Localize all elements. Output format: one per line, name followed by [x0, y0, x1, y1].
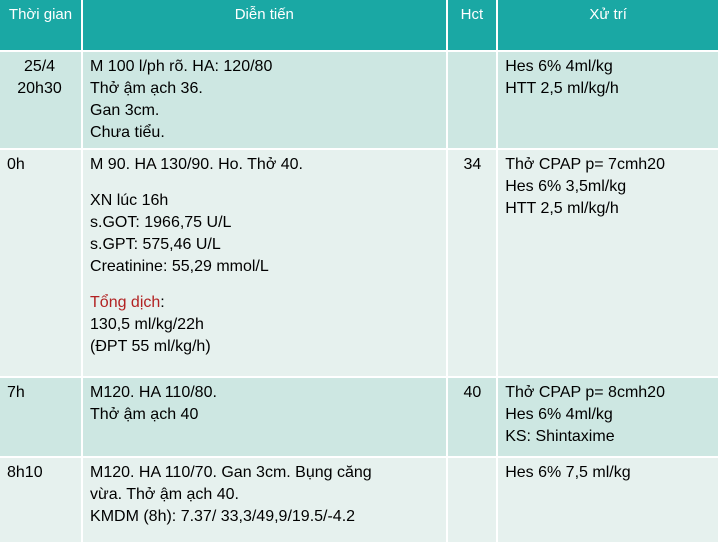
progress-line: vừa. Thở ậm ạch 40. — [90, 486, 239, 503]
treatment-line: Hes 6% 4ml/kg — [505, 406, 613, 423]
progress-cell — [82, 457, 447, 543]
fluid-label: Tổng dịch — [90, 294, 161, 311]
treatment-line: Hes 6% 4ml/kg — [505, 58, 613, 75]
progress-line: KMDM (8h): 7.37/ 33,3/49,9/19.5/-4.2 — [90, 508, 356, 525]
fluid-colon: : — [160, 294, 165, 311]
progress-line: Gan 3cm. — [90, 102, 160, 119]
treatment-cell — [497, 149, 719, 377]
time-cell: 0h — [0, 149, 82, 377]
treatment-cell — [497, 457, 719, 543]
hct-cell — [447, 51, 498, 149]
hct-cell: 40 — [447, 377, 498, 457]
fluid-heading — [90, 292, 440, 314]
treatment-cell — [497, 51, 719, 149]
table-header-row — [0, 0, 719, 51]
treatment-line: HTT 2,5 ml/kg/h — [505, 80, 619, 97]
header-treatment: Xử trí — [497, 0, 719, 51]
header-time: Thời gian — [0, 0, 82, 51]
table-row — [0, 457, 719, 543]
progress-line: M 90. HA 130/90. Ho. Thở 40. — [90, 156, 303, 173]
table-row — [0, 51, 719, 149]
time-date: 25/4 — [23, 58, 56, 75]
treatment-cell — [497, 377, 719, 457]
progress-line: M 100 l/ph rõ. HA: 120/80 — [90, 58, 273, 75]
time-cell: 8h10 — [0, 457, 82, 543]
lab-line: s.GPT: 575,46 U/L — [90, 236, 221, 253]
time-cell: 7h — [0, 377, 82, 457]
treatment-line: Hes 6% 3,5ml/kg — [505, 178, 627, 195]
hct-cell: 34 — [447, 149, 498, 377]
progress-line: Thở ậm ạch 40 — [90, 406, 199, 423]
treatment-line: Thở CPAP p= 8cmh20 — [505, 384, 665, 401]
progress-line: Chưa tiểu. — [90, 124, 165, 141]
hct-cell — [447, 457, 498, 543]
fluid-line: 130,5 ml/kg/22h — [90, 316, 204, 333]
progress-cell — [82, 51, 447, 149]
header-progress: Diễn tiến — [82, 0, 447, 51]
lab-line: Creatinine: 55,29 mmol/L — [90, 258, 269, 275]
progress-line: Thở ậm ạch 36. — [90, 80, 203, 97]
progress-line: M120. HA 110/80. — [90, 384, 217, 401]
progress-cell — [82, 149, 447, 377]
time-cell — [0, 51, 82, 149]
fluid-line: (ĐPT 55 ml/kg/h) — [90, 338, 211, 355]
lab-line: s.GOT: 1966,75 U/L — [90, 214, 232, 231]
table-row — [0, 149, 719, 377]
treatment-line: HTT 2,5 ml/kg/h — [505, 200, 619, 217]
header-hct: Hct — [447, 0, 498, 51]
progress-cell — [82, 377, 447, 457]
table-row — [0, 377, 719, 457]
treatment-line: Hes 6% 7,5 ml/kg — [505, 464, 631, 481]
treatment-line: KS: Shintaxime — [505, 428, 615, 445]
progress-line: M120. HA 110/70. Gan 3cm. Bụng căng — [90, 464, 372, 481]
time-hour: 20h30 — [17, 80, 62, 97]
treatment-line: Thở CPAP p= 7cmh20 — [505, 156, 665, 173]
lab-line: XN lúc 16h — [90, 192, 169, 209]
